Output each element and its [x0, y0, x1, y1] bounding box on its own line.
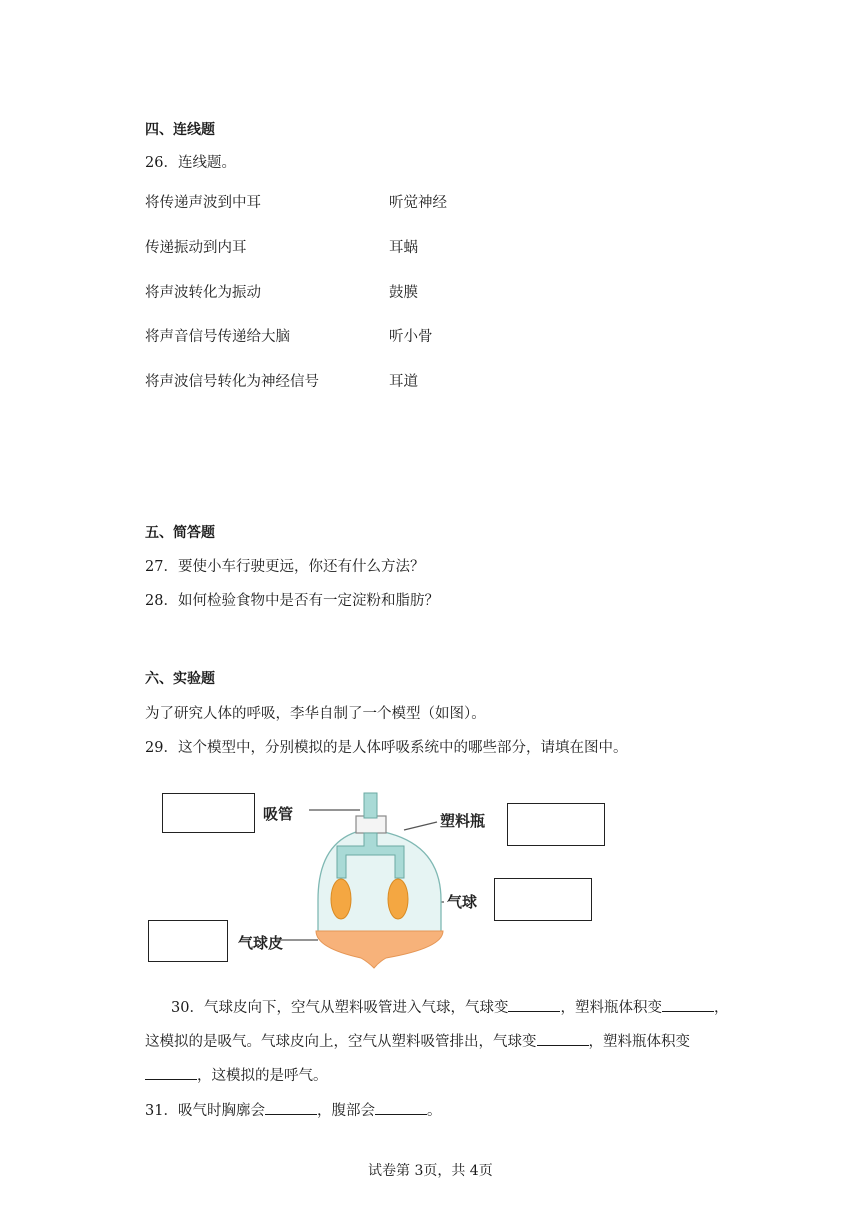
- label-bottle: 塑料瓶: [440, 812, 486, 830]
- q30-text-3: ，这模拟的是呼气。: [197, 1068, 328, 1084]
- blank-chest[interactable]: [265, 1100, 317, 1115]
- q31-text-b: ，腹部会: [316, 1103, 375, 1119]
- page-footer: 试卷第 3页，共 4页: [368, 1163, 493, 1179]
- section-heading-matching: 四、连线题: [145, 122, 215, 138]
- left-item-4: 将声音信号传递给大脑: [145, 329, 290, 345]
- question-30-line-1: [171, 996, 728, 1017]
- q30-text-1a: 30．气球皮向下，空气从塑料吸管进入气球，气球变: [171, 1000, 509, 1016]
- right-item-5: 耳道: [389, 374, 418, 390]
- label-membrane: 气球皮: [238, 934, 284, 952]
- blank-abdomen[interactable]: [375, 1100, 427, 1115]
- q31-text-c: 。: [426, 1103, 442, 1119]
- q30-text-2b: ，塑料瓶体积变: [588, 1034, 690, 1050]
- leader-line-bottle: [404, 822, 437, 830]
- question-27: 27．要使小车行驶更远，你还有什么方法？: [145, 559, 425, 575]
- right-item-4: 听小骨: [389, 329, 433, 345]
- section-heading-short-answer: 五、简答题: [145, 525, 215, 541]
- left-item-2: 传递振动到内耳: [145, 240, 247, 256]
- question-30-line-2: [145, 1030, 690, 1051]
- section-heading-experiment: 六、实验题: [145, 671, 215, 687]
- blank-bottle-exhale[interactable]: [145, 1065, 197, 1080]
- blank-balloon-exhale[interactable]: [537, 1031, 589, 1046]
- left-item-5: 将声波信号转化为神经信号: [145, 374, 319, 390]
- experiment-intro: 为了研究人体的呼吸，李华自制了一个模型（如图）。: [145, 706, 486, 722]
- balloon-membrane: [316, 931, 443, 968]
- right-item-1: 听觉神经: [389, 195, 447, 211]
- left-item-3: 将声波转化为振动: [145, 285, 261, 301]
- question-26: 26．连线题。: [145, 155, 236, 171]
- balloon-left: [331, 879, 351, 919]
- left-item-1: 将传递声波到中耳: [145, 195, 261, 211]
- question-29: 29．这个模型中，分别模拟的是人体呼吸系统中的哪些部分，请填在图中。: [145, 740, 628, 756]
- label-straw: 吸管: [263, 805, 294, 823]
- q30-text-1c: ，: [713, 1000, 729, 1016]
- balloon-right: [388, 879, 408, 919]
- bottle-stopper: [356, 816, 386, 833]
- question-31: [145, 1099, 441, 1120]
- q31-text-a: 31．吸气时胸廓会: [145, 1103, 265, 1119]
- question-30-line-3: [145, 1064, 328, 1085]
- label-balloon: 气球: [447, 893, 478, 911]
- blank-bottle-inhale[interactable]: [662, 997, 714, 1012]
- right-item-2: 耳蜗: [389, 240, 418, 256]
- q30-text-1b: ，塑料瓶体积变: [560, 1000, 662, 1016]
- straw-top: [364, 793, 377, 818]
- right-item-3: 鼓膜: [389, 285, 418, 301]
- question-28: 28．如何检验食物中是否有一定淀粉和脂肪？: [145, 593, 439, 609]
- q30-text-2a: 这模拟的是吸气。气球皮向上，空气从塑料吸管排出，气球变: [145, 1034, 537, 1050]
- blank-balloon-inhale[interactable]: [508, 997, 560, 1012]
